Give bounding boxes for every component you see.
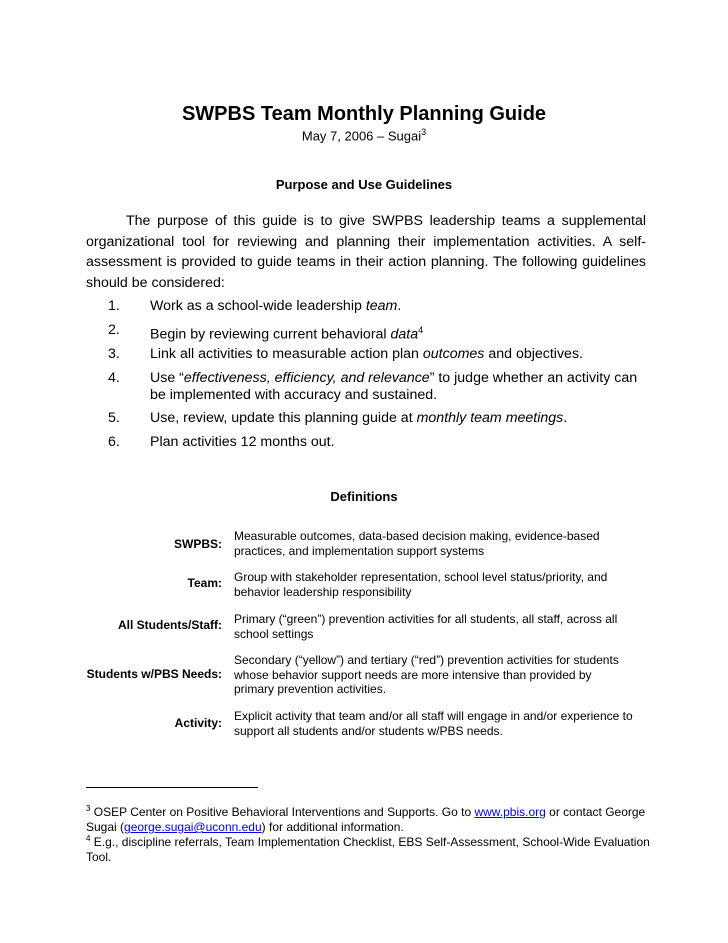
guideline-emphasis: effectiveness, efficiency, and relevance — [183, 370, 430, 386]
footnote-3 — [86, 801, 656, 835]
guideline-number: 6. — [108, 434, 120, 450]
guideline-text-part: Use “ — [150, 370, 184, 386]
guideline-text-part: Plan activities 12 months out. — [150, 434, 335, 450]
guideline-text-part: ” to judge whether an activity can be implemented with accuracy and sustained. — [150, 370, 638, 403]
guideline-number: 2. — [108, 322, 120, 338]
footnote-number: 4 — [86, 834, 91, 843]
definition-text: Explicit activity that team and/or all staff will engage in and/or experience to support all students and/or students w/PBS needs. — [234, 709, 633, 738]
guideline-emphasis: monthly team meetings — [416, 410, 564, 426]
definition-text: Primary (“green”) prevention activities for all students, all staff, across all school settings — [234, 612, 618, 641]
definition-text: Group with stakeholder representation, school level status/priority, and behavior leadership responsibility — [234, 570, 608, 599]
guideline-number: 3. — [108, 346, 120, 362]
guideline-text-part: Use, review, update this planning guide at — [150, 410, 417, 426]
guideline-text — [150, 346, 650, 363]
guideline-emphasis: outcomes — [422, 346, 485, 362]
footnote-4 — [86, 831, 656, 865]
guideline-text-part: . — [563, 410, 568, 426]
definition-term: SWPBS: — [174, 537, 222, 551]
document-title: SWPBS Team Monthly Planning Guide — [181, 103, 547, 125]
guideline-text-part: Work as a school-wide leadership — [150, 298, 366, 314]
definition-text: Secondary (“yellow”) and tertiary (“red”) prevention activities for students whose behavior support needs are more intensive than provided by primary prevention activities. — [234, 653, 619, 696]
email-link[interactable]: george.sugai@uconn.edu — [124, 820, 262, 834]
document-subtitle — [0, 127, 728, 143]
guideline-number: 1. — [108, 298, 120, 314]
pbis-link[interactable]: www.pbis.org — [474, 805, 546, 819]
definition-term: Students w/PBS Needs: — [86, 667, 222, 681]
footnote-ref-4: 4 — [418, 325, 424, 335]
guideline-text — [150, 298, 650, 315]
guideline-text-part: Begin by reviewing current behavioral — [150, 326, 391, 343]
guideline-number: 5. — [108, 410, 120, 426]
footnote-ref-3: 3 — [421, 127, 427, 137]
guideline-text-part: . — [397, 298, 402, 314]
definition-term: Team: — [187, 576, 222, 590]
guideline-emphasis: team — [365, 298, 398, 314]
footnote-text: OSEP Center on Positive Behavioral Interventions and Supports. Go to — [90, 805, 475, 819]
guideline-number: 4. — [108, 370, 120, 386]
definition-term: All Students/Staff: — [118, 618, 222, 632]
guideline-emphasis: data — [390, 326, 419, 343]
footnote-number: 3 — [86, 804, 91, 813]
guideline-text — [150, 322, 650, 344]
date-author: May 7, 2006 – Sugai — [301, 128, 422, 144]
footnote-text: ) for additional information. — [261, 820, 404, 834]
purpose-heading: Purpose and Use Guidelines — [275, 177, 453, 192]
guideline-text-part: Link all activities to measurable action plan — [150, 346, 423, 362]
footnote-text: E.g., discipline referrals, Team Implementation Checklist, EBS Self-Assessment, School-Wide Evaluation Tool. — [86, 835, 650, 864]
guideline-text — [150, 410, 650, 427]
purpose-paragraph — [86, 211, 646, 293]
footnote-text: or contact George Sugai ( — [86, 805, 646, 834]
definition-text: Measurable outcomes, data-based decision making, evidence-based practices, and implementation support systems — [234, 529, 600, 558]
definition-term: Activity: — [174, 716, 222, 730]
guideline-text-part: and objectives. — [484, 346, 583, 362]
guideline-text — [150, 434, 650, 451]
footnote-separator — [86, 787, 258, 788]
definitions-heading: Definitions — [330, 489, 398, 504]
guideline-text — [150, 370, 650, 404]
purpose-text: The purpose of this guide is to give SWPBS leadership teams a supplemental organizational tool for reviewing and planning their implementation activities. A self-assessment is provided to guide teams in their action planning. The following guidelines should be considered: — [86, 213, 646, 291]
